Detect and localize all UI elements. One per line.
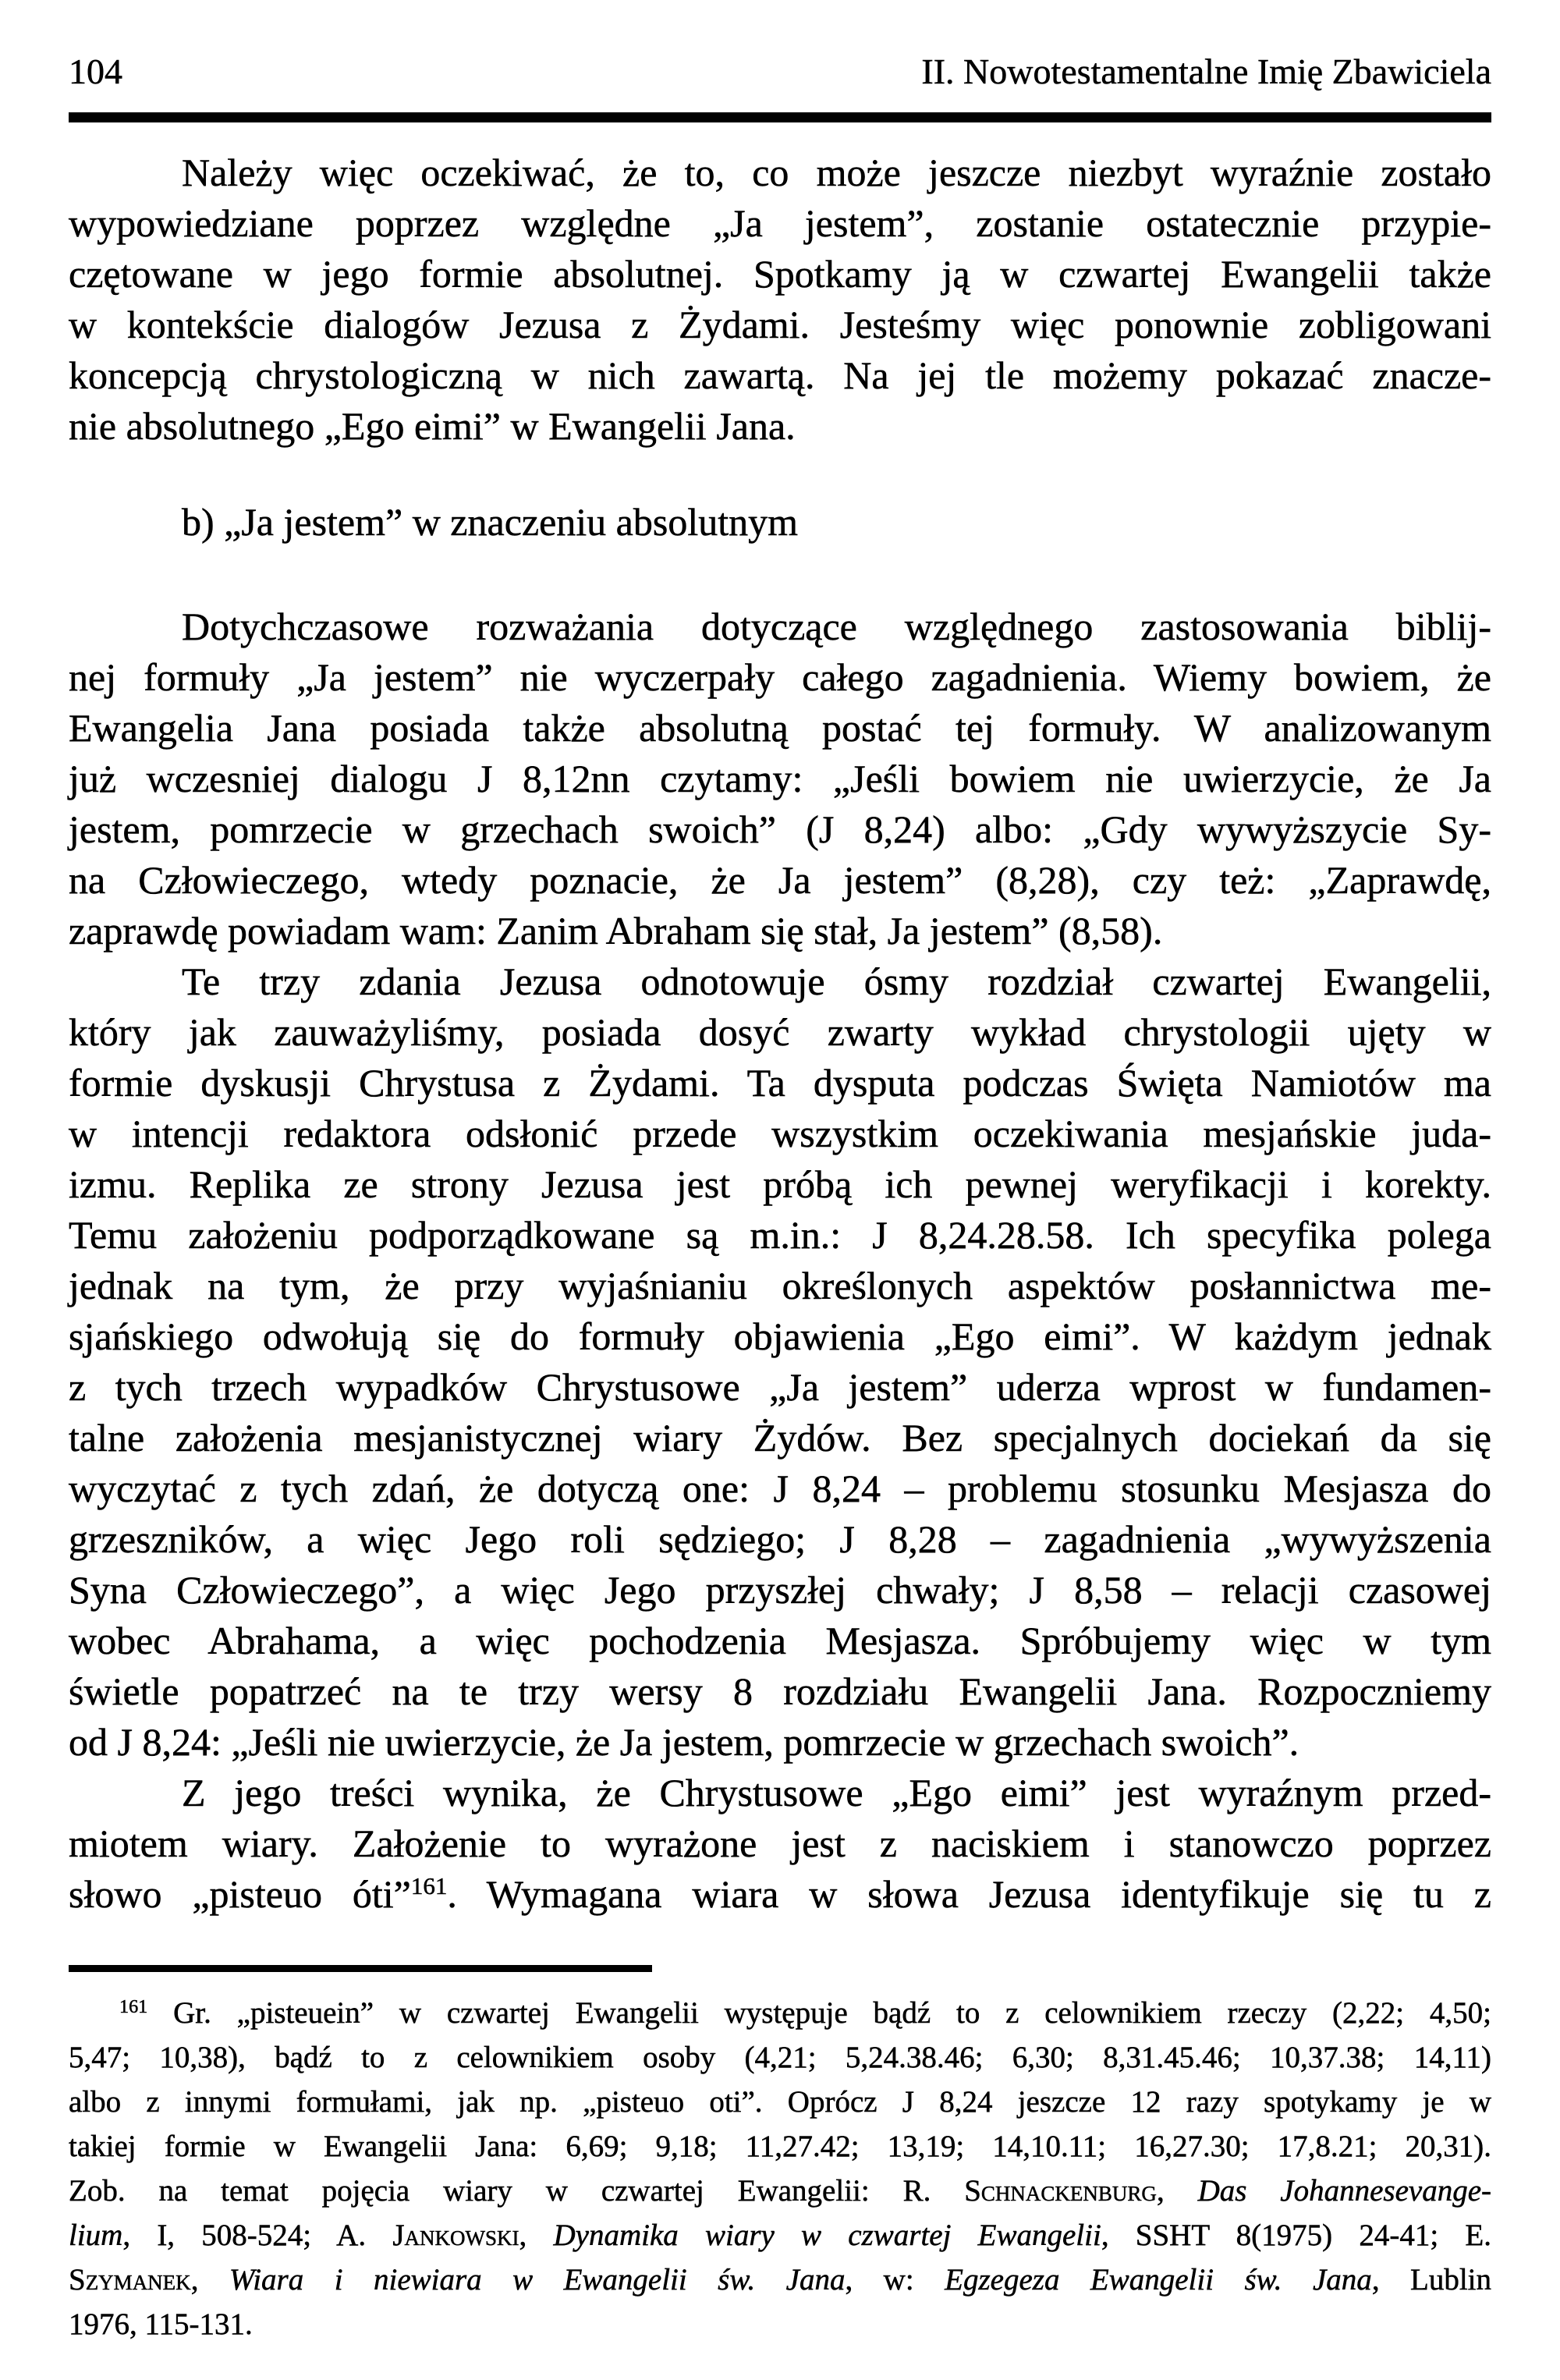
text-line [69, 1717, 1491, 1768]
text-line [69, 754, 1491, 804]
paragraph-3 [69, 956, 1491, 1768]
text-run: formie dyskusji Chrystusa z Żydami. Ta dysputa podczas Święta Namiotów ma [69, 1061, 1491, 1105]
text-run: , Lublin [1371, 2263, 1492, 2297]
text-line [69, 1616, 1491, 1666]
text-run: talne założenia mesjanistycznej wiary Żydów. Bez specjalnych dociekań da się [69, 1416, 1491, 1460]
text-run: albo z innymi formułami, jak np. „pisteuo oti”. Oprócz J 8,24 jeszcze 12 razy spotykamy je w [69, 2085, 1491, 2119]
paragraph-4 [69, 1768, 1491, 1920]
text-run: już wczesniej dialogu J 8,12nn czytamy: „Jeśli bowiem nie uwierzycie, że Ja [69, 757, 1491, 800]
text-line [69, 906, 1491, 956]
text-line [69, 855, 1491, 906]
text-run: , I, 508-524; A. [122, 2219, 393, 2252]
text-line [69, 1869, 1491, 1920]
page-header [69, 50, 1491, 94]
text-line [69, 1362, 1491, 1413]
footnote-separator [69, 1965, 652, 1972]
text-run: Dotychczasowe rozważania dotyczące względnego zastosowania biblij- [182, 605, 1491, 648]
text-line [69, 1565, 1491, 1616]
footnote-161 [69, 1991, 1491, 2346]
text-run: , [190, 2263, 229, 2297]
page-number: 104 [69, 51, 122, 91]
text-line [69, 2080, 1491, 2124]
text-run: Ewangelia Jana posiada także absolutną postać tej formuły. W analizowanym [69, 706, 1491, 750]
paragraph-1 [69, 147, 1491, 452]
text-line [69, 1818, 1491, 1869]
text-line [69, 2302, 1491, 2346]
text-line [69, 1108, 1491, 1159]
text-run: wypowiedziane poprzez względne „Ja jestem”, zostanie ostatecznie przypie- [69, 201, 1491, 245]
text-run: Syna Człowieczego”, a więc Jego przyszłej chwały; J 8,58 – relacji czasowej [69, 1568, 1491, 1612]
text-run: świetle popatrzeć na te trzy wersy 8 rozdziału Ewangelii Jana. Rozpoczniemy [69, 1669, 1491, 1713]
text-line [69, 1413, 1491, 1463]
text-run: grzeszników, a więc Jego roli sędziego; J 8,28 – zagadnienia „wywyższenia [69, 1517, 1491, 1561]
text-line [69, 1991, 1491, 2035]
text-line [69, 1666, 1491, 1717]
header-rule [69, 112, 1491, 122]
text-line [69, 350, 1491, 401]
text-run: jestem, pomrzecie w grzechach swoich” (J 8,24) albo: „Gdy wywyższycie Sy- [69, 807, 1491, 851]
text-run: 1976, 115-131. [69, 2307, 253, 2341]
text-line [69, 652, 1491, 703]
text-run: od J 8,24: „Jeśli nie uwierzycie, że Ja jestem, pomrzecie w grzechach swoich”. [69, 1720, 1299, 1764]
text-run: wobec Abrahama, a więc pochodzenia Mesjasza. Spróbujemy więc w tym [69, 1619, 1491, 1662]
text-line [69, 198, 1491, 249]
paragraph-2 [69, 601, 1491, 956]
text-line [69, 2035, 1491, 2080]
section-heading: b) „Ja jestem” w znaczeniu absolutnym [182, 500, 798, 544]
text-run: który jak zauważyliśmy, posiada dosyć zwarty wykład chrystologii ujęty w [69, 1010, 1491, 1054]
text-line [69, 956, 1491, 1007]
text-run: , [519, 2219, 554, 2252]
text-line [69, 1210, 1491, 1261]
text-line [69, 2124, 1491, 2169]
text-line [69, 1159, 1491, 1210]
text-line [69, 2213, 1491, 2258]
text-line [69, 249, 1491, 300]
text-run: sjańskiego odwołują się do formuły objawienia „Ego eimi”. W każdym jednak [69, 1314, 1491, 1358]
text-run: miotem wiary. Założenie to wyrażone jest z naciskiem i stanowczo poprzez [69, 1821, 1491, 1865]
text-run: Temu założeniu podporządkowane są m.in.: J 8,24.28.58. Ich specyfika polega [69, 1213, 1491, 1257]
text-run: wyczytać z tych zdań, że dotyczą one: J 8,24 – problemu stosunku Mesjasza do [69, 1467, 1491, 1510]
text-run: Das Johannesevange- [1197, 2174, 1491, 2208]
text-run: Te trzy zdania Jezusa odnotowuje ósmy rozdział czwartej Ewangelii, [182, 959, 1491, 1003]
text-run: . Wymagana wiara w słowa Jezusa identyfikuje się tu z [447, 1872, 1491, 1916]
text-run: 5,47; 10,38), bądź to z celownikiem osoby (4,21; 5,24.38.46; 6,30; 8,31.45.46; 10,37.38; 14,11) [69, 2041, 1491, 2074]
text-run: jednak na tym, że przy wyjaśnianiu określonych aspektów posłannictwa me- [69, 1264, 1491, 1307]
text-run: w kontekście dialogów Jezusa z Żydami. Jesteśmy więc ponownie zobligowani [69, 303, 1491, 346]
running-title: II. Nowotestamentalne Imię Zbawiciela [921, 51, 1491, 91]
text-line [69, 2169, 1491, 2213]
text-run: czętowane w jego formie absolutnej. Spotkamy ją w czwartej Ewangelii także [69, 252, 1491, 296]
text-line [69, 1058, 1491, 1108]
text-run: , w: [845, 2263, 945, 2297]
text-run: izmu. Replika ze strony Jezusa jest próbą ich pewnej weryfikacji i korekty. [69, 1162, 1491, 1206]
text-line [69, 401, 1491, 452]
text-run: Należy więc oczekiwać, że to, co może jeszcze niezbyt wyraźnie zostało [182, 151, 1491, 194]
text-line [69, 1261, 1491, 1311]
text-line [69, 804, 1491, 855]
text-run: na Człowieczego, wtedy poznacie, że Ja jestem” (8,28), czy też: „Zaprawdę, [69, 858, 1491, 902]
text-run: Wiara i niewiara w Ewangelii św. Jana [229, 2263, 846, 2297]
text-line [69, 300, 1491, 350]
text-run: koncepcją chrystologiczną w nich zawartą. Na jej tle możemy pokazać znacze- [69, 353, 1491, 397]
footnote-reference: 161 [119, 1995, 148, 2017]
text-run: lium [69, 2219, 123, 2252]
text-line [69, 1463, 1491, 1514]
text-run: , SSHT 8(1975) 24-41; E. [1101, 2219, 1491, 2252]
text-run: w intencji redaktora odsłonić przede wszystkim oczekiwania mesjańskie juda- [69, 1112, 1491, 1155]
text-run: słowo „pisteuo óti” [69, 1872, 411, 1916]
text-run: nie absolutnego „Ego eimi” w Ewangelii Jana. [69, 404, 796, 448]
text-run: Z jego treści wynika, że Chrystusowe „Ego eimi” jest wyraźnym przed- [182, 1771, 1491, 1814]
text-run: z tych trzech wypadków Chrystusowe „Ja jestem” uderza wprost w fundamen- [69, 1365, 1491, 1409]
text-line [69, 1514, 1491, 1565]
text-line [69, 147, 1491, 198]
text-run: Gr. „pisteuein” w czwartej Ewangelii występuje bądź to z celownikiem rzeczy (2,22; 4,50; [147, 1996, 1491, 2030]
text-run: Egzegeza Ewangelii św. Jana [945, 2263, 1372, 2297]
text-line [69, 703, 1491, 754]
text-line [69, 1007, 1491, 1058]
text-run: Szymanek [69, 2263, 191, 2297]
text-run: Dynamika wiary w czwartej Ewangelii [553, 2219, 1101, 2252]
text-run: takiej formie w Ewangelii Jana: 6,69; 9,18; 11,27.42; 13,19; 14,10.11; 16,27.30; 17,8.21; 20,31). [69, 2130, 1491, 2163]
text-run: Schnackenburg [964, 2174, 1157, 2208]
text-run: Zob. na temat pojęcia wiary w czwartej Ewangelii: R. [69, 2174, 965, 2208]
text-line [69, 1311, 1491, 1362]
footnote-reference: 161 [410, 1871, 448, 1899]
text-run: , [1156, 2174, 1198, 2208]
text-run: nej formuły „Ja jestem” nie wyczerpały całego zagadnienia. Wiemy bowiem, że [69, 655, 1491, 699]
text-run: Jankowski [392, 2219, 519, 2252]
text-line [69, 1768, 1491, 1818]
text-run: zaprawdę powiadam wam: Zanim Abraham się stał, Ja jestem” (8,58). [69, 909, 1163, 952]
main-text [69, 147, 1491, 1920]
text-line [69, 601, 1491, 652]
text-line [69, 2258, 1491, 2302]
